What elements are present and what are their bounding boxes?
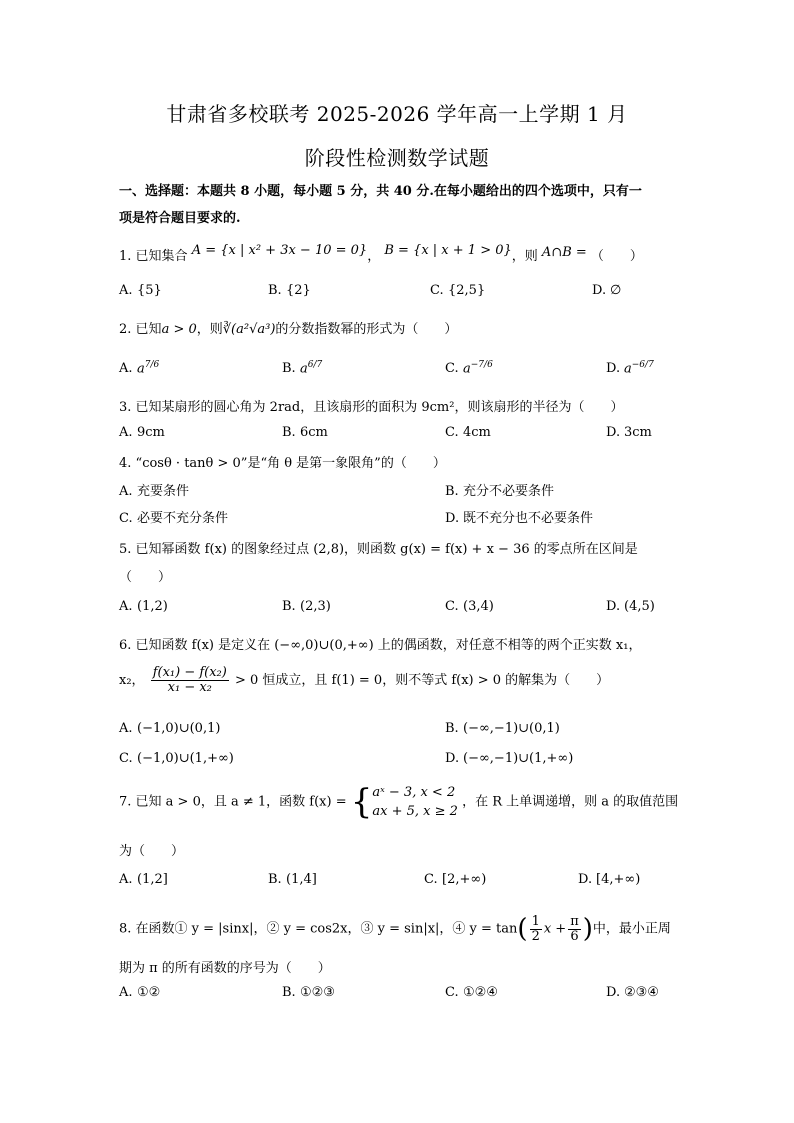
- q7-option-d: D. [4,+∞): [578, 872, 641, 887]
- question-3-stem: [119, 396, 623, 415]
- q3-option-a: A. 9cm: [119, 425, 165, 440]
- q7-option-a: A. (1,2]: [119, 872, 168, 887]
- q5-option-a: A. (1,2): [119, 599, 168, 614]
- q8-option-c: C. ①②④: [445, 985, 498, 1000]
- question-number: 4.: [119, 456, 132, 471]
- q8-option-b: B. ①②③: [282, 985, 335, 1000]
- question-1-stem: 1. 已知集合 A = {x | x² + 3x − 10 = 0}， B = {x | x + 1 > 0}，则 A∩B = （ ）: [119, 243, 643, 264]
- question-text: 已知某扇形的圆心角为 2rad，且该扇形的面积为 9cm²，则该扇形的半径为（ ）: [135, 400, 624, 415]
- q1-option-a: A. {5}: [119, 283, 162, 298]
- q6-option-c: C. (−1,0)∪(1,+∞): [119, 751, 234, 766]
- exam-title-line1: 甘肃省多校联考 2025-2026 学年高一上学期 1 月: [166, 102, 628, 126]
- question-number: 5.: [119, 542, 132, 557]
- question-text: 已知函数 f(x) 是定义在 (−∞,0)∪(0,+∞) 上的偶函数，对任意不相等的两个正实数 x₁，: [135, 638, 642, 653]
- question-number: 8.: [119, 921, 132, 937]
- q2-option-c: C. $a^{-7/6}$: [445, 360, 493, 377]
- question-text: 已知集合: [135, 249, 188, 264]
- q5-option-b: B. (2,3): [282, 599, 331, 614]
- question-5-stem-line2: （ ）: [119, 570, 172, 585]
- section-header-line2: 项是符合题目要求的.: [119, 211, 241, 226]
- q2-option-a: A. $a^{7/6}$: [119, 360, 160, 377]
- q4-option-b: B. 充分不必要条件: [445, 484, 555, 499]
- q8-option-a: A. ①②: [119, 985, 161, 1000]
- question-number: 2.: [119, 322, 132, 337]
- tan-arg-pi-sixth: $\frac{\pi}{6}$: [570, 913, 579, 944]
- condition: a > 0: [161, 322, 197, 337]
- question-number: 1.: [119, 249, 132, 264]
- q2-option-b: B. $a^{6/7}$: [282, 360, 323, 377]
- q2-option-d: D. $a^{-6/7}$: [606, 360, 654, 377]
- q3-option-c: C. 4cm: [445, 425, 491, 440]
- set-b: B = {x | x + 1 > 0}: [384, 243, 512, 258]
- set-a: A = {x | x² + 3x − 10 = 0}: [191, 243, 368, 258]
- question-5-stem: [119, 538, 638, 557]
- question-text: 已知幂函数 f(x) 的图象经过点 (2,8)，则函数 g(x) = f(x) + x − 36 的零点所在区间是: [135, 542, 638, 557]
- exam-title-line2: 阶段性检测数学试题: [304, 146, 490, 170]
- q5-option-d: D. (4,5): [606, 599, 655, 614]
- q3-option-d: D. 3cm: [606, 425, 652, 440]
- question-number: 7.: [119, 794, 132, 810]
- question-number: 6.: [119, 638, 132, 653]
- difference-quotient: $\frac{\text{f(x₁) − f(x₂)}}{\text{x₁ − x₂}}$: [152, 665, 227, 695]
- tan-arg-half: $\frac{1}{2}$: [531, 913, 540, 944]
- question-8-stem: 8. 在函数① y = |sinx|，② y = cos2x，③ y = sin|x|，④ y = tan( $\frac{1}{2}$ x + $\frac{\pi}{6}$ )中，最小正周: [119, 913, 671, 944]
- q1-option-b: B. {2}: [268, 283, 311, 298]
- answer-paren: （ ）: [590, 249, 643, 264]
- expr: A∩B =: [541, 245, 587, 260]
- question-7-stem-line2: 为（ ）: [119, 844, 185, 859]
- q6-option-d: D. (−∞,−1)∪(1,+∞): [445, 751, 574, 766]
- piecewise-brace: {: [350, 782, 373, 822]
- section-header-line1: 一、选择题：本题共 8 小题，每小题 5 分，共 40 分.在每小题给出的四个选项中，只有一: [119, 184, 642, 199]
- q1-option-c: C. {2,5}: [430, 283, 486, 298]
- piecewise-cases: aˣ − 3, x < 2 ax + 5, x ≥ 2: [372, 785, 458, 819]
- question-text: “cosθ · tanθ > 0”是“角 θ 是第一象限角”的（ ）: [135, 456, 446, 471]
- question-7-stem: 7. 已知 a > 0，且 a ≠ 1，函数 f(x) = { aˣ − 3, x < 2 ax + 5, x ≥ 2 ，在 R 上单调递增，则 a 的取值范围: [119, 782, 679, 822]
- question-6-stem-line2: x₂， $\frac{\text{f(x₁) − f(x₂)}}{\text{x₁ − x₂}}$ > 0 恒成立，且 f(1) = 0，则不等式 f(x) > 0 的解集为（ ）: [119, 665, 610, 695]
- q1-option-d: D. ∅: [592, 283, 622, 298]
- q7-option-b: B. (1,4]: [268, 872, 317, 887]
- q5-option-c: C. (3,4): [445, 599, 494, 614]
- q4-option-c: C. 必要不充分条件: [119, 511, 229, 526]
- question-number: 3.: [119, 400, 132, 415]
- q3-option-b: B. 6cm: [282, 425, 328, 440]
- q7-option-c: C. [2,+∞): [424, 872, 487, 887]
- q8-option-d: D. ②③④: [606, 985, 659, 1000]
- question-4-stem: [119, 452, 446, 471]
- q4-option-a: A. 充要条件: [119, 484, 190, 499]
- question-6-stem: [119, 634, 641, 653]
- q6-option-a: A. (−1,0)∪(0,1): [119, 721, 221, 736]
- question-2-stem: 2. 已知a > 0，则∛(a²√a³)的分数指数幂的形式为（ ）: [119, 322, 458, 337]
- q6-option-b: B. (−∞,−1)∪(0,1): [445, 721, 560, 736]
- radical-expr: ∛(a²√a³): [222, 322, 276, 337]
- q4-option-d: D. 既不充分也不必要条件: [445, 511, 594, 526]
- question-8-stem-line2: 期为 π 的所有函数的序号为（ ）: [119, 961, 331, 976]
